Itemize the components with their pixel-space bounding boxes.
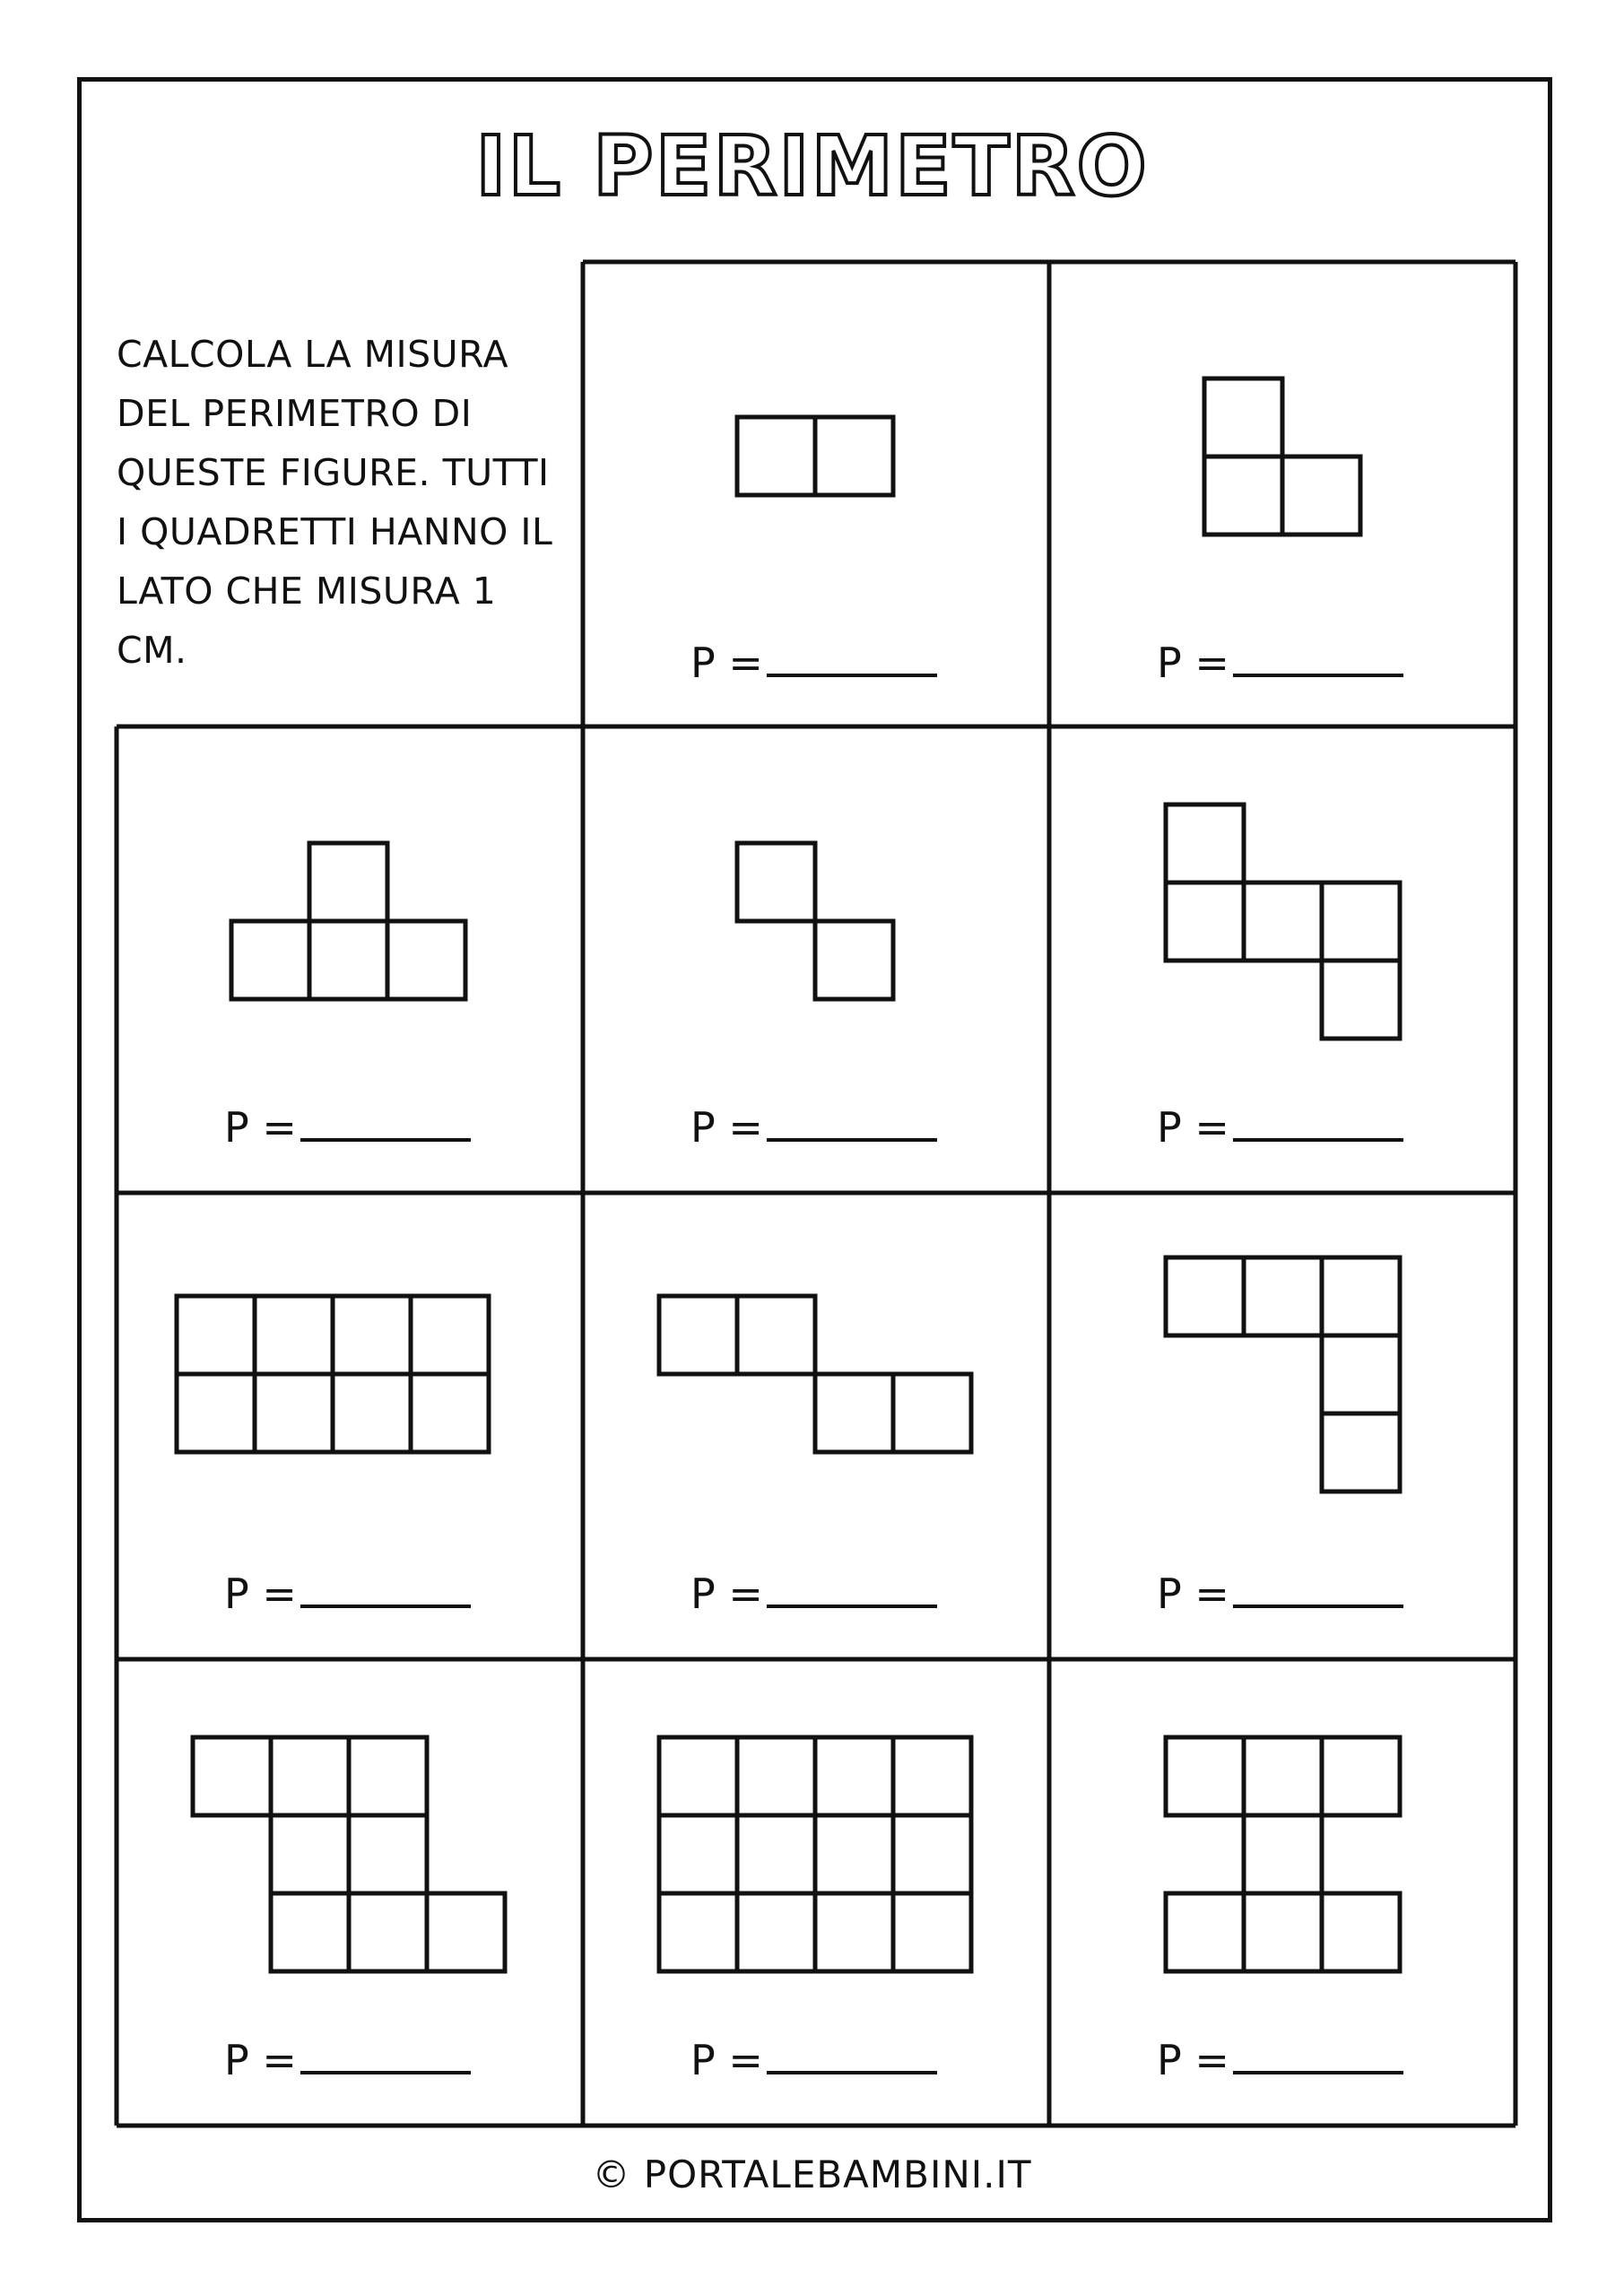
grid-square: [815, 1893, 893, 1971]
grid-square: [427, 1893, 505, 1971]
answer-label: P =: [1157, 2036, 1229, 2084]
grid-square: [893, 1737, 971, 1815]
grid-square: [255, 1374, 333, 1452]
grid-square: [1244, 883, 1322, 961]
grid-square: [737, 417, 815, 495]
grid-square: [815, 417, 893, 495]
grid-square: [255, 1296, 333, 1374]
fig-8-shape: [1166, 1257, 1400, 1492]
answer-label: P =: [224, 1570, 297, 1618]
grid-square: [1166, 804, 1244, 883]
grid-square: [1244, 1737, 1322, 1815]
grid-square: [1322, 883, 1400, 961]
page-title: IL PERIMETRO: [475, 118, 1149, 214]
grid-square: [1244, 1257, 1322, 1335]
answer-label: P =: [1157, 639, 1229, 687]
answer-blank[interactable]: [300, 2037, 471, 2074]
answer-label: P =: [1157, 1103, 1229, 1152]
fig-8-answer[interactable]: [1157, 1570, 1403, 1618]
grid-square: [309, 843, 387, 921]
grid-square: [815, 1737, 893, 1815]
grid-square: [349, 1893, 427, 1971]
fig-6-shape: [177, 1296, 489, 1452]
answer-blank[interactable]: [300, 1104, 471, 1142]
answer-blank[interactable]: [767, 1570, 937, 1608]
grid-square: [271, 1893, 349, 1971]
grid-square: [1322, 1335, 1400, 1413]
grid-square: [737, 1296, 815, 1374]
grid-square: [309, 921, 387, 999]
fig-2-answer[interactable]: [1157, 639, 1403, 687]
answer-blank[interactable]: [1233, 1570, 1403, 1608]
answer-label: P =: [690, 1570, 763, 1618]
grid-square: [387, 921, 465, 999]
grid-square: [659, 1296, 737, 1374]
grid-square: [1282, 457, 1360, 535]
grid-square: [737, 1737, 815, 1815]
grid-square: [193, 1737, 271, 1815]
answer-blank[interactable]: [767, 2037, 937, 2074]
grid-square: [411, 1374, 489, 1452]
fig-9-shape: [193, 1737, 505, 1971]
fig-5-shape: [1166, 804, 1400, 1039]
fig-6-answer[interactable]: [224, 1570, 471, 1618]
grid-square: [1204, 378, 1282, 457]
grid-square: [893, 1893, 971, 1971]
grid-square: [815, 921, 893, 999]
grid-square: [349, 1815, 427, 1893]
fig-5-answer[interactable]: [1157, 1103, 1403, 1152]
fig-9-answer[interactable]: [224, 2036, 471, 2084]
answer-label: P =: [1157, 1570, 1229, 1618]
grid-square: [1204, 457, 1282, 535]
answer-blank[interactable]: [1233, 1104, 1403, 1142]
grid-square: [1166, 1893, 1244, 1971]
grid-square: [659, 1815, 737, 1893]
fig-1-answer[interactable]: [690, 639, 937, 687]
answer-blank[interactable]: [1233, 2037, 1403, 2074]
grid-square: [333, 1296, 411, 1374]
fig-3-answer[interactable]: [224, 1103, 471, 1152]
answer-blank[interactable]: [1233, 639, 1403, 677]
answer-label: P =: [690, 2036, 763, 2084]
answer-label: P =: [690, 1103, 763, 1152]
fig-2-shape: [1204, 378, 1360, 535]
answer-label: P =: [224, 2036, 297, 2084]
fig-11-answer[interactable]: [1157, 2036, 1403, 2084]
fig-3-shape: [231, 843, 465, 999]
instructions-text: CALCOLA LA MISURA DEL PERIMETRO DI QUESTE FIGURE. TUTTI I QUADRETTI HANNO IL LATO CHE MISURA 1 CM.: [117, 333, 553, 672]
fig-10-answer[interactable]: [690, 2036, 937, 2084]
grid-square: [333, 1374, 411, 1452]
fig-11-shape: [1166, 1737, 1400, 1971]
grid-square: [1322, 961, 1400, 1039]
grid-square: [893, 1374, 971, 1452]
grid-square: [1322, 1893, 1400, 1971]
grid-square: [1166, 1737, 1244, 1815]
fig-4-answer[interactable]: [690, 1103, 937, 1152]
fig-7-shape: [659, 1296, 971, 1452]
grid-square: [1244, 1815, 1322, 1893]
grid-square: [1166, 1257, 1244, 1335]
fig-10-shape: [659, 1737, 971, 1971]
grid-square: [659, 1737, 737, 1815]
grid-square: [737, 1815, 815, 1893]
grid-square: [231, 921, 309, 999]
grid-square: [271, 1737, 349, 1815]
grid-square: [1322, 1413, 1400, 1492]
footer-copyright: © PORTALEBAMBINI.IT: [592, 2152, 1032, 2196]
fig-1-shape: [737, 417, 893, 495]
fig-7-answer[interactable]: [690, 1570, 937, 1618]
answer-label: P =: [224, 1103, 297, 1152]
grid-square: [1244, 1893, 1322, 1971]
grid-square: [1322, 1257, 1400, 1335]
grid-square: [737, 1893, 815, 1971]
grid-square: [349, 1737, 427, 1815]
grid-square: [737, 843, 815, 921]
answer-blank[interactable]: [300, 1570, 471, 1608]
grid-square: [411, 1296, 489, 1374]
grid-square: [815, 1815, 893, 1893]
grid-square: [177, 1374, 255, 1452]
grid-square: [659, 1893, 737, 1971]
fig-4-shape: [737, 843, 893, 999]
grid-square: [271, 1815, 349, 1893]
grid-square: [177, 1296, 255, 1374]
answer-label: P =: [690, 639, 763, 687]
answer-blank[interactable]: [767, 639, 937, 677]
grid-square: [815, 1374, 893, 1452]
grid-square: [1322, 1737, 1400, 1815]
answer-blank[interactable]: [767, 1104, 937, 1142]
grid-square: [893, 1815, 971, 1893]
grid-square: [1166, 883, 1244, 961]
